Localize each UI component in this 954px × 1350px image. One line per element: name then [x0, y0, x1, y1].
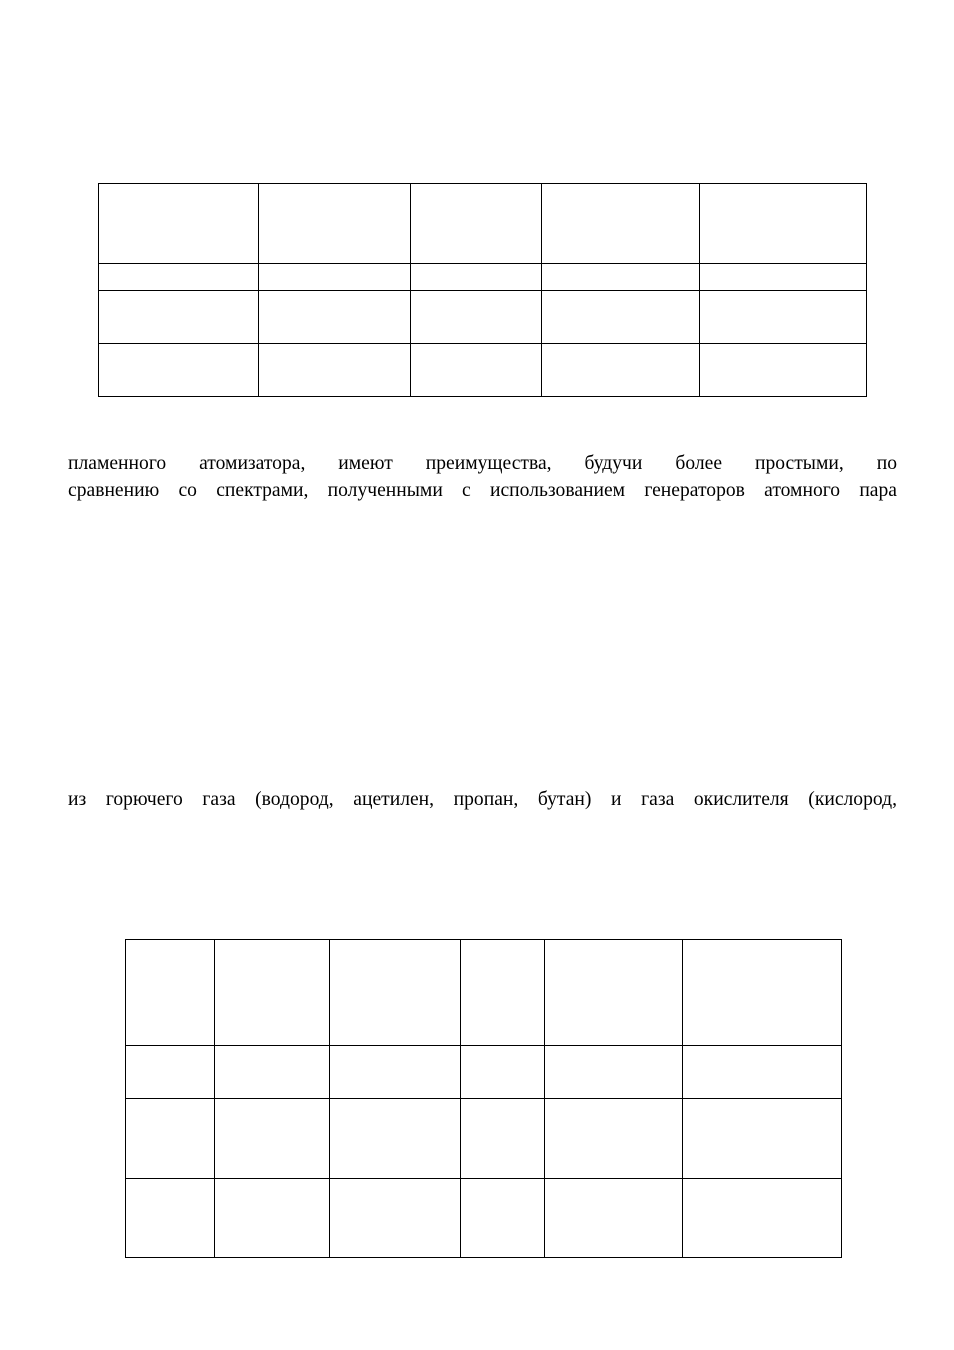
paragraph-gas-mixture — [68, 786, 897, 813]
table-cell — [542, 184, 700, 264]
table-cell — [545, 1099, 683, 1179]
table-cell — [99, 184, 259, 264]
paragraph-flame-atomizer — [68, 450, 897, 504]
table-cell — [215, 1179, 330, 1258]
table-cell — [330, 940, 461, 1046]
table-row — [126, 1046, 842, 1099]
table-row — [126, 1179, 842, 1258]
table-cell — [411, 291, 542, 344]
table-cell — [330, 1179, 461, 1258]
table-row — [126, 940, 842, 1046]
table-cell — [126, 1099, 215, 1179]
table-cell — [542, 344, 700, 397]
table-cell — [259, 184, 411, 264]
table-cell — [700, 291, 867, 344]
table-cell — [545, 1179, 683, 1258]
table-cell — [215, 940, 330, 1046]
empty-table-bottom — [125, 939, 842, 1258]
text-line: из горючего газа (водород, ацетилен, пропан, бутан) и газа окислителя (кислород, — [68, 789, 897, 810]
table-cell — [99, 344, 259, 397]
table-cell — [330, 1046, 461, 1099]
table-cell — [700, 344, 867, 397]
table-cell — [259, 344, 411, 397]
table-cell — [683, 1046, 842, 1099]
table-row — [126, 1099, 842, 1179]
table-cell — [461, 1046, 545, 1099]
table-cell — [461, 1179, 545, 1258]
table-row — [99, 264, 867, 291]
table-cell — [126, 1179, 215, 1258]
table-cell — [411, 184, 542, 264]
table-cell — [215, 1099, 330, 1179]
table-cell — [700, 184, 867, 264]
table-cell — [683, 940, 842, 1046]
text-line: сравнению со спектрами, полученными с использованием генераторов атомного пара — [68, 480, 897, 501]
table-cell — [461, 1099, 545, 1179]
table-cell — [99, 264, 259, 291]
table-cell — [461, 940, 545, 1046]
table-cell — [542, 291, 700, 344]
table-cell — [411, 264, 542, 291]
text-line: пламенного атомизатора, имеют преимущества, будучи более простыми, по — [68, 453, 897, 474]
table-cell — [683, 1179, 842, 1258]
table-cell — [259, 264, 411, 291]
table-row — [99, 291, 867, 344]
table-cell — [545, 1046, 683, 1099]
table-cell — [99, 291, 259, 344]
table-cell — [545, 940, 683, 1046]
table-row — [99, 344, 867, 397]
table-cell — [683, 1099, 842, 1179]
table-cell — [411, 344, 542, 397]
table-cell — [126, 1046, 215, 1099]
table-cell — [126, 940, 215, 1046]
table-cell — [542, 264, 700, 291]
table-cell — [259, 291, 411, 344]
table-cell — [700, 264, 867, 291]
table-row — [99, 184, 867, 264]
table-cell — [330, 1099, 461, 1179]
empty-table-top — [98, 183, 867, 397]
table-cell — [215, 1046, 330, 1099]
